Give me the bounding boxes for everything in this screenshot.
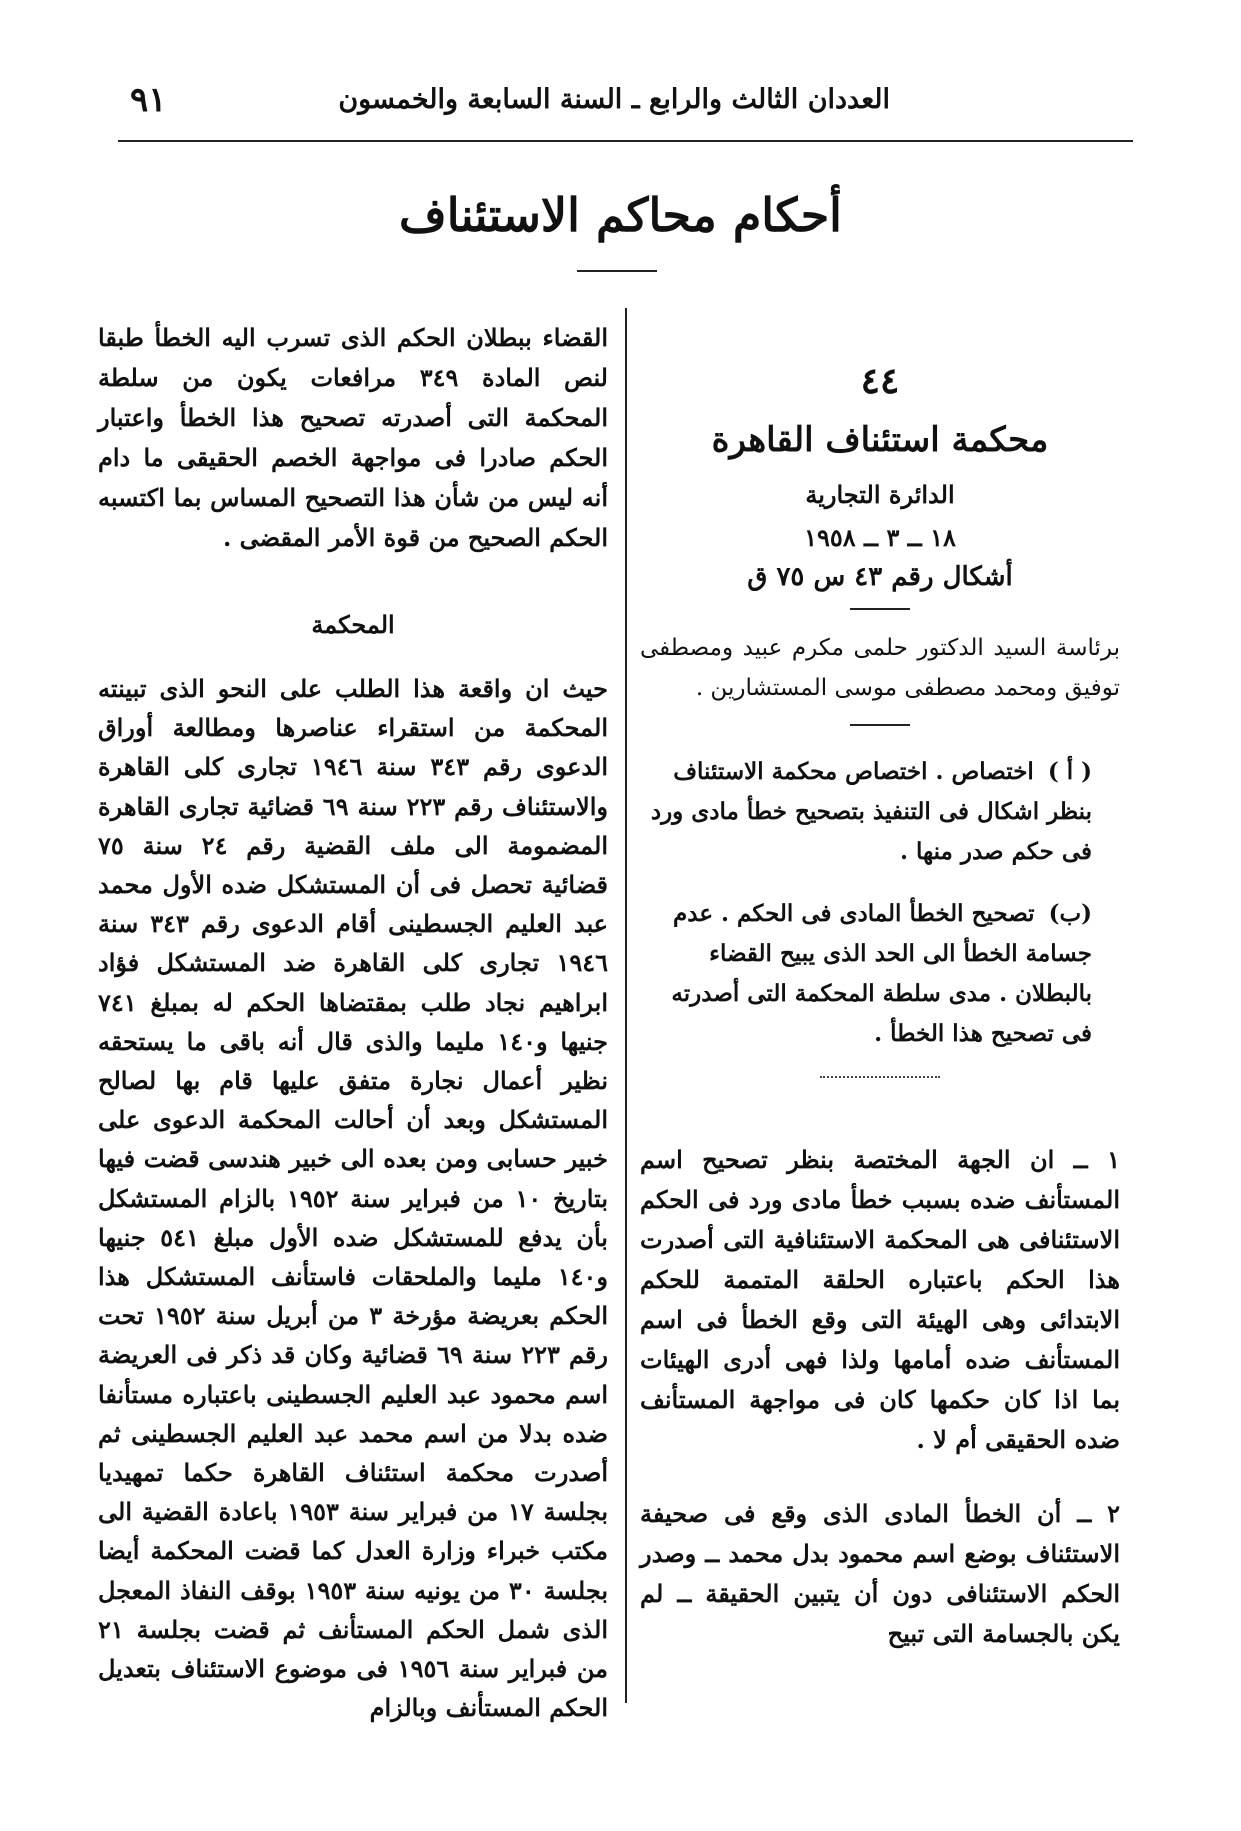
running-head	[130, 80, 1130, 134]
section-heading: المحكمة	[311, 610, 395, 639]
continuation-paragraph: القضاء ببطلان الحكم الذى تسرب اليه الخطأ طبقا لنص المادة ٣٤٩ مرافعات يكون من سلطة المحكمة التى أصدرته تصحيح هذا الخطأ واعتبار الحكم صادرا فى مواجهة الخصم الحقيقى ما دام أنه ليس من شأن هذا التصحيح المساس بما اكتسبه الحكم الصحيح من قوة الأمر المقضى .	[98, 323, 608, 552]
case-headings	[640, 752, 1120, 1054]
header-rule	[118, 140, 1133, 142]
section-rule	[850, 724, 910, 726]
judgment-body: حيث ان واقعة هذا الطلب على النحو الذى تبينته المحكمة من استقراء عناصرها ومطالعة أوراق الدعوى رقم ٣٤٣ سنة ١٩٤٦ تجارى كلى القاهرة والاستئناف رقم ٢٢٣ سنة ٦٩ قضائية تجارى القاهرة المضمومة الى ملف القضية رقم ٢٤ سنة ٧٥ قضائية تحصل فى أن المستشكل ضده الأول محمد عبد العليم الجسطينى أقام الدعوى رقم ٣٤٣ سنة ١٩٤٦ تجارى كلى القاهرة ضد المستشكل فؤاد ابراهيم نجاد طلب بمقتضاها الحكم له بمبلغ ٧٤١ جنيها و١٤٠ مليما والذى قال أنه باقى ما يستحقه نظير أعمال نجارة متفق عليها قام بها لصالح المستشكل وبعد أن أحالت المحكمة الدعوى على خبير حسابى ومن بعده الى خبير هندسى قضت فيها بتاريخ ١٠ من فبراير سنة ١٩٥٢ بالزام المستشكل بأن يدفع للمستشكل ضده الأول مبلغ ٥٤١ جنيها و١٤٠ مليما والملحقات فاستأنف المستشكل هذا الحكم بعريضة مؤرخة ٣ من أبريل سنة ١٩٥٢ تحت رقم ٢٢٣ سنة ٦٩ قضائية وكان قد ذكر فى العريضة اسم محمود عبد العليم الجسطينى باعتباره مستأنفا ضده بدلا من اسم محمد عبد العليم الجسطينى ثم أصدرت محكمة استئناف القاهرة حكما تمهيديا بجلسة ١٧ من فبراير سنة ١٩٥٣ باعادة القضية الى مكتب خبراء وزارة العدل كما قضت المحكمة أيضا بجلسة ٣٠ من يونيه سنة ١٩٥٣ بوقف النفاذ المعجل الذى شمل الحكم المستأنف ثم قضت بجلسة ٢١ من فبراير سنة ١٩٥٦ فى موضوع الاستئناف بتعديل الحكم المستأنف وبالزام	[98, 674, 609, 1723]
case-date: ١٨ ــ ٣ ــ ١٩٥٨	[804, 523, 956, 552]
column-divider	[625, 308, 627, 1703]
page-title: أحكام محاكم الاستئناف	[399, 188, 842, 242]
running-head-title: العددان الثالث والرابع ـ السنة السابعة والخمسون	[338, 84, 890, 115]
court-name: محكمة استئناف القاهرة	[711, 420, 1049, 460]
principle-paragraph: ١ ــ ان الجهة المختصة بنظر تصحيح اسم المستأنف ضده بسبب خطأ مادى ورد فى الحكم الاستئنافى هى المحكمة الاستئنافية التى أصدرت هذا الحكم باعتباره الحلقة المتممة للحكم الابتدائى وهى الهيئة التى وقع الخطأ فى اسم المستأنف ضده أمامها ولذا فهى أدرى الهيئات بما اذا كان حكمها كان فى مواجهة المستأنف ضده الحقيقى أم لا .	[640, 1145, 1120, 1454]
case-number: ٤٤	[860, 360, 900, 402]
presidency-note: برئاسة السيد الدكتور حلمى مكرم عبيد ومصطفى توفيق ومحمد مصطفى موسى المستشارين .	[640, 635, 1120, 701]
right-column	[640, 360, 1120, 1688]
heading-text: اختصاص . اختصاص محكمة الاستئناف بنظر اشكال فى التنفيذ بتصحيح خطأ مادى ورد فى حكم صدر منها .	[650, 758, 1092, 865]
case-heading	[640, 752, 1092, 872]
heading-marker: ( أ )	[1047, 758, 1092, 785]
court-circuit: الدائرة التجارية	[805, 480, 955, 509]
section-rule	[850, 608, 910, 610]
heading-text: تصحيح الخطأ المادى فى الحكم . عدم جسامة الخطأ الى الحد الذى يبيح القضاء بالبطلان . مدى سلطة المحكمة التى أصدرته فى تصحيح هذا الخطأ .	[671, 900, 1092, 1047]
heading-marker: (ب)	[1048, 900, 1092, 927]
title-rule	[577, 270, 657, 272]
principle-paragraph: ٢ ــ أن الخطأ المادى الذى وقع فى صحيفة الاستئناف بوضع اسم محمود بدل محمد ــ وصدر الحكم الاستئنافى دون أن يتبين الحقيقة ــ لم يكن بالجسامة التى تبيح	[640, 1499, 1120, 1648]
page-number: ٩١	[130, 80, 167, 120]
case-heading	[640, 894, 1092, 1054]
case-reference: أشكال رقم ٤٣ س ٧٥ ق	[747, 562, 1013, 592]
dotted-rule	[820, 1076, 940, 1078]
legal-principles	[640, 1140, 1120, 1654]
left-column	[98, 318, 608, 1727]
